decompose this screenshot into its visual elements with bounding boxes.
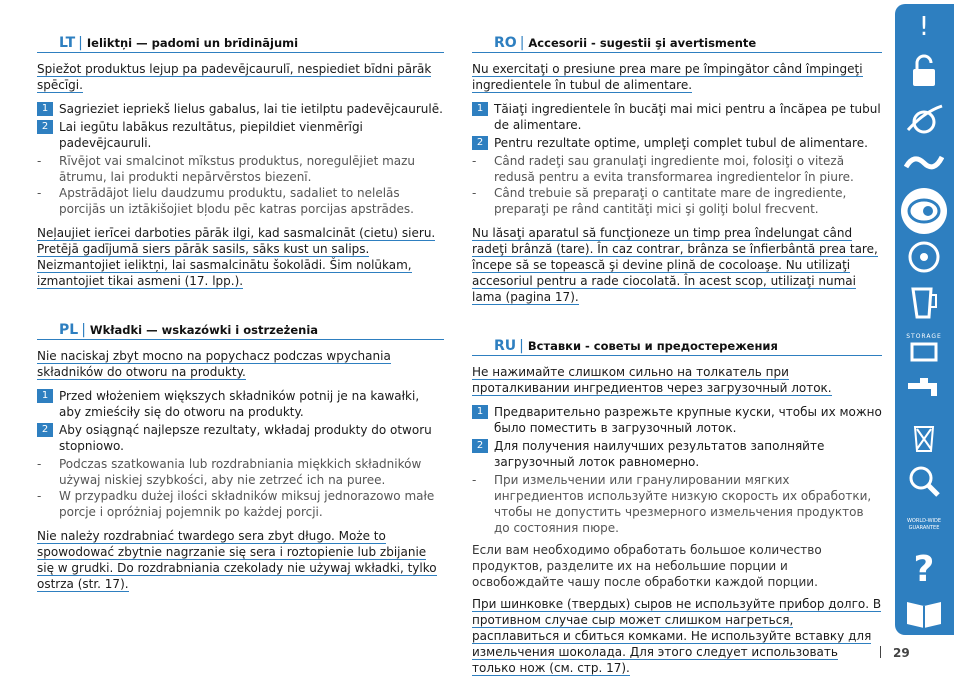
disc-icon[interactable] — [903, 144, 945, 182]
lang-code: RO — [494, 35, 517, 51]
step-item — [37, 422, 444, 454]
accessory-icon[interactable] — [901, 188, 947, 234]
warning-text: При шинковке (твердых) сыров не используйте прибор долго. В противном случае сыр может слишком нагреться, расплавиться и сбиться комками. Не используйте вставку для измельчения шоколада. Для этого следует использовать только нож (см. стр. 17). — [472, 597, 882, 675]
question-icon[interactable]: ? — [913, 548, 935, 590]
section-lt — [37, 32, 444, 289]
storage-label: STORAGE — [906, 332, 942, 340]
tip-item: - Când trebuie să preparaţi o cantitate mare de ingrediente, preparaţi pe rând cantităţi mici şi goliţi bolul frecvent. — [472, 185, 882, 217]
section-title: Ieliktņi — padomi un brīdinājumi — [86, 36, 299, 50]
warning-text: Nu lăsaţi aparatul să funcţioneze un timp prea îndelungat când radeţi brânză (tare). În caz contrar, brânza se înfierbântă prea tare, începe să se topească şi devine plină de cocoloaşe. Nu utilizaţi accesoriul pentru a rade ciocolată. În acest scop, utilizaţi numai lama (pagina 17). — [472, 226, 878, 304]
section-title: Accesorii - sugestii şi avertismente — [528, 36, 757, 50]
step-text: Tăiaţi ingredientele în bucăţi mai mici pentru a încăpea pe tubul de alimentare. — [494, 102, 881, 132]
step-number: 1 — [472, 102, 488, 116]
sidebar-nav — [895, 4, 954, 635]
warning-text: Spiežot produktus lejup pa padevējcaurulī, nespiediet bīdni pārāk spēcīgi. — [37, 62, 432, 92]
step-item — [37, 119, 444, 151]
step-number: 2 — [37, 120, 53, 134]
step-text: Lai iegūtu labākus rezultātus, piepildiet vienmērīgi padevējcauruli. — [59, 120, 363, 150]
blade-icon[interactable] — [903, 100, 945, 138]
step-number: 1 — [37, 389, 53, 403]
storage-box-icon[interactable] — [903, 328, 945, 366]
exclamation-icon[interactable]: ! — [918, 12, 930, 42]
tip-text: Când trebuie să preparaţi o cantitate mare de ingrediente, preparaţi pe rând cantităţi mici şi goliţi bolul frecvent. — [494, 186, 847, 216]
step-number: 1 — [37, 102, 53, 116]
step-item — [472, 438, 882, 470]
warning-text: Neļaujiet ierīcei darboties pārāk ilgi, kad sasmalcināt (cietu) sieru. Pretējā gadījumā siers pārāk sasils, sāks kust un salips. Neizmantojiet ieliktņi, lai sasmalcinātu šokolādi. Šim nolūkam, izmantojiet tikai asmeni (17. lpp.). — [37, 226, 436, 288]
tip-text: Podczas szatkowania lub rozdrabniania miękkich składników używaj niskiej szybkości, aby nie zetrzeć ich na puree. — [59, 457, 422, 487]
lang-code: PL — [59, 322, 79, 338]
step-number: 2 — [472, 136, 488, 150]
section-header: RU | Вставки - советы и предостережения — [472, 335, 882, 356]
fan-icon[interactable] — [903, 238, 945, 276]
guarantee-icon[interactable] — [903, 506, 945, 544]
step-text: Aby osiągnąć najlepsze rezultaty, wkładaj produkty do otworu stopniowo. — [59, 423, 432, 453]
step-item — [37, 101, 444, 117]
tap-icon[interactable] — [903, 374, 945, 412]
tip-text: Rīvējot vai smalcinot mīkstus produktus, noregulējiet mazu ātrumu, lai produkti nepārvērstos biezenī. — [59, 154, 416, 184]
section-ru — [472, 335, 882, 676]
magnifier-icon[interactable] — [903, 462, 945, 500]
tip-text: Apstrādājot lielu daudzumu produktu, sadaliet to nelelās porcijās un iztākišojiet bļodu pēc katras porcijas apstrādes. — [59, 186, 414, 216]
section-title: Wkładki — wskazówki i ostrzeżenia — [89, 323, 319, 337]
padlock-icon[interactable] — [903, 52, 945, 90]
warning-text: Nie należy rozdrabniać twardego sera zbyt długo. Może to spowodować zbytnie nagrzanie się sera i roztopienie lub zbijanie się w grudki. Do rozdrabniania czekolady nie używaj wkładki, tylko ostrza (str. 17). — [37, 529, 437, 591]
section-header: LT | Ieliktņi — padomi un brīdinājumi — [37, 32, 444, 53]
jug-icon[interactable] — [903, 284, 945, 322]
tip-item: - При измельчении или гранулировании мягких ингредиентов используйте низкую скорость их обработки, чтобы не допустить чрезмерного измельчения продуктов до состояния пюре. — [472, 472, 882, 536]
step-number: 2 — [472, 439, 488, 453]
step-item — [472, 101, 882, 133]
tip-text: W przypadku dużej ilości składników miksuj jednorazowo małe porcje i opróżniaj pojemnik po każdej porcji. — [59, 489, 435, 519]
step-item — [472, 135, 882, 151]
bin-icon[interactable] — [903, 418, 945, 456]
lang-code: RU — [494, 338, 517, 354]
warning-text: Nu exercitaţi o presiune prea mare pe împingător când împingeţi ingredientele în tubul de alimentare. — [472, 62, 863, 92]
right-column — [472, 32, 882, 684]
book-icon[interactable] — [903, 594, 945, 632]
paragraph: Если вам необходимо обработать большое количество продуктов, разделите их на небольшие порции и освобождайте чашу после обработки каждой порции. — [472, 543, 822, 589]
step-text: Предварительно разрежьте крупные куски, чтобы их можно было поместить в загрузочный лоток. — [494, 405, 882, 435]
tip-item: - Rīvējot vai smalcinot mīkstus produktus, noregulējiet mazu ātrumu, lai produkti nepārvērstos biezenī. — [37, 153, 444, 185]
step-text: Для получения наилучших результатов заполняйте загрузочный лоток равномерно. — [494, 439, 825, 469]
tip-text: При измельчении или гранулировании мягких ингредиентов используйте низкую скорость их обработки, чтобы не допустить чрезмерного измельчения продуктов до состояния пюре. — [494, 473, 872, 535]
warning-text: Не нажимайте слишком сильно на толкатель при проталкивании ингредиентов через загрузочный лоток. — [472, 365, 832, 395]
section-header: RO | Accesorii - sugestii şi avertismente — [472, 32, 882, 53]
step-item — [472, 404, 882, 436]
section-title: Вставки - советы и предостережения — [527, 339, 778, 353]
tip-item: - W przypadku dużej ilości składników miksuj jednorazowo małe porcje i opróżniaj pojemnik po każdej porcji. — [37, 488, 444, 520]
step-number: 1 — [472, 405, 488, 419]
tip-item: - Podczas szatkowania lub rozdrabniania miękkich składników używaj niskiej szybkości, aby nie zetrzeć ich na puree. — [37, 456, 444, 488]
lang-code: LT — [59, 35, 76, 51]
step-text: Pentru rezultate optime, umpleţi complet tubul de alimentare. — [494, 136, 868, 150]
step-text: Przed włożeniem większych składników potnij je na kawałki, aby zmieściły się do otworu na produkty. — [59, 389, 420, 419]
section-pl — [37, 319, 444, 592]
guarantee-label: WORLD-WIDE GUARANTEE — [906, 518, 942, 531]
left-column — [37, 32, 444, 600]
section-header: PL | Wkładki — wskazówki i ostrzeżenia — [37, 319, 444, 340]
step-text: Sagrieziet iepriekš lielus gabalus, lai tie ietilptu padevējcaurulē. — [59, 102, 443, 116]
section-ro — [472, 32, 882, 305]
tip-item: - Când radeţi sau granulaţi ingrediente moi, folosiţi o viteză redusă pentru a evita transformarea ingredientelor în piure. — [472, 153, 882, 185]
step-item — [37, 388, 444, 420]
page-number: 29 — [880, 646, 910, 660]
tip-item: - Apstrādājot lielu daudzumu produktu, sadaliet to nelelās porcijās un iztākišojiet bļodu pēc katras porcijas apstrādes. — [37, 185, 444, 217]
step-number: 2 — [37, 423, 53, 437]
warning-text: Nie naciskaj zbyt mocno na popychacz podczas wpychania składników do otworu na produkty. — [37, 349, 391, 379]
tip-text: Când radeţi sau granulaţi ingrediente moi, folosiţi o viteză redusă pentru a evita transformarea ingredientelor în piure. — [494, 154, 854, 184]
